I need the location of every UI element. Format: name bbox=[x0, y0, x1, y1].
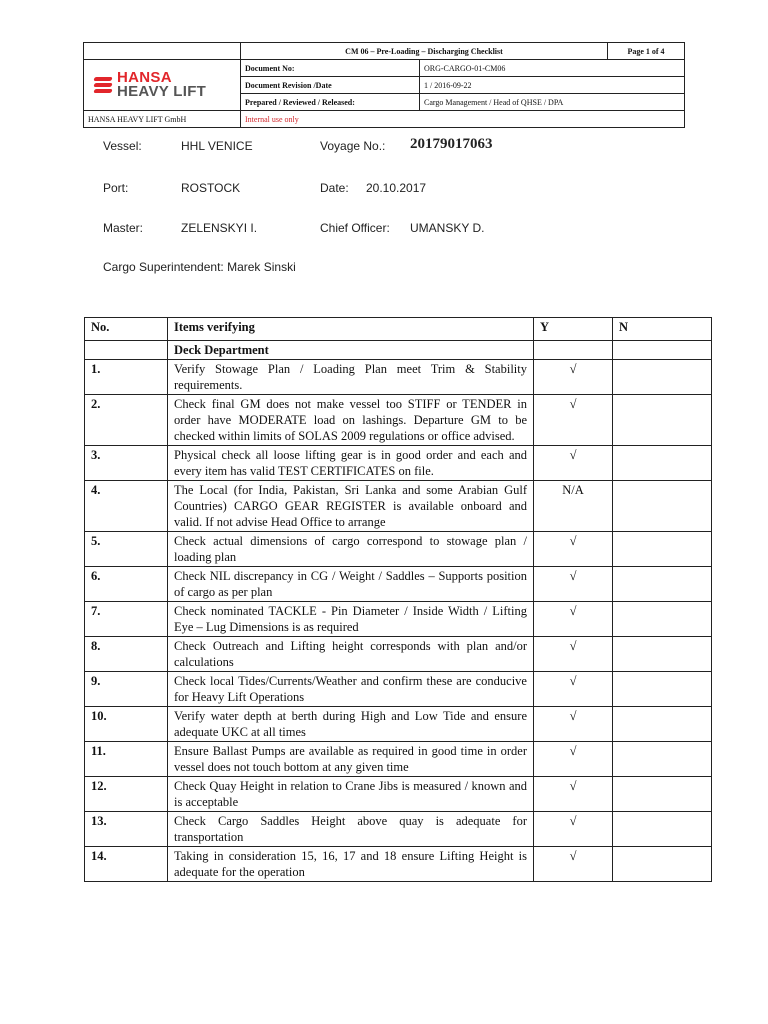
row-number: 10. bbox=[85, 707, 168, 742]
vessel-label: Vessel: bbox=[103, 139, 142, 153]
prepared-value: Cargo Management / Head of QHSE / DPA bbox=[420, 94, 685, 111]
row-y-mark: √ bbox=[534, 567, 613, 602]
document-title: CM 06 – Pre-Loading – Discharging Checklist bbox=[241, 43, 608, 60]
row-item-text: Check nominated TACKLE - Pin Diameter / Inside Width / Lifting Eye – Lug Dimensions is as required bbox=[168, 602, 534, 637]
row-number: 5. bbox=[85, 532, 168, 567]
chief-officer-label: Chief Officer: bbox=[320, 221, 390, 235]
cargo-superintendent: Cargo Superintendent: Marek Sinski bbox=[103, 260, 296, 274]
row-number: 13. bbox=[85, 812, 168, 847]
row-y-mark: √ bbox=[534, 637, 613, 672]
logo-line-2: HEAVY LIFT bbox=[117, 83, 207, 100]
table-row bbox=[85, 847, 712, 882]
date-value: 20.10.2017 bbox=[366, 181, 427, 195]
row-item-text: Check final GM does not make vessel too STIFF or TENDER in order have MODERATE load on lashings. Departure GM to be checked within limits of SOLAS 2009 regulations or office advised. bbox=[168, 395, 534, 446]
row-y-mark: √ bbox=[534, 812, 613, 847]
row-number: 6. bbox=[85, 567, 168, 602]
row-number: 2. bbox=[85, 395, 168, 446]
row-n-mark bbox=[613, 360, 712, 395]
revision-label: Document Revision /Date bbox=[241, 77, 420, 94]
row-n-mark bbox=[613, 395, 712, 446]
table-row bbox=[85, 812, 712, 847]
row-y-mark: √ bbox=[534, 777, 613, 812]
table-row bbox=[85, 567, 712, 602]
row-y-mark: √ bbox=[534, 360, 613, 395]
row-item-text: Verify water depth at berth during High and Low Tide and ensure adequate UKC at all times bbox=[168, 707, 534, 742]
row-n-mark bbox=[613, 637, 712, 672]
col-header-n: N bbox=[613, 318, 712, 341]
row-number: 1. bbox=[85, 360, 168, 395]
company-name: HANSA HEAVY LIFT GmbH bbox=[84, 111, 241, 128]
table-row bbox=[85, 446, 712, 481]
row-item-text: Check Cargo Saddles Height above quay is adequate for transportation bbox=[168, 812, 534, 847]
date-label: Date: bbox=[320, 181, 349, 195]
row-item-text: Check NIL discrepancy in CG / Weight / Saddles – Supports position of cargo as per plan bbox=[168, 567, 534, 602]
row-y-mark: √ bbox=[534, 395, 613, 446]
row-y-mark: √ bbox=[534, 847, 613, 882]
table-row bbox=[85, 532, 712, 567]
doc-no-label: Document No: bbox=[241, 60, 420, 77]
row-number: 11. bbox=[85, 742, 168, 777]
row-item-text: Check Outreach and Lifting height corresponds with plan and/or calculations bbox=[168, 637, 534, 672]
page-number: Page 1 of 4 bbox=[608, 43, 685, 60]
doc-no-value: ORG-CARGO-01-CM06 bbox=[420, 60, 685, 77]
row-n-mark bbox=[613, 602, 712, 637]
row-y-mark: √ bbox=[534, 742, 613, 777]
row-item-text: Check Quay Height in relation to Crane Jibs is measured / known and is acceptable bbox=[168, 777, 534, 812]
checklist-table bbox=[84, 317, 712, 882]
row-number: 14. bbox=[85, 847, 168, 882]
port-label: Port: bbox=[103, 181, 129, 195]
table-row bbox=[85, 395, 712, 446]
master-value: ZELENSKYI I. bbox=[181, 221, 258, 235]
row-n-mark bbox=[613, 847, 712, 882]
row-n-mark bbox=[613, 777, 712, 812]
section-title: Deck Department bbox=[168, 341, 534, 360]
section-row bbox=[85, 341, 712, 360]
row-number: 12. bbox=[85, 777, 168, 812]
prepared-label: Prepared / Reviewed / Released: bbox=[241, 94, 420, 111]
row-number: 3. bbox=[85, 446, 168, 481]
table-row bbox=[85, 707, 712, 742]
table-row bbox=[85, 360, 712, 395]
chief-officer-value: UMANSKY D. bbox=[410, 221, 485, 235]
row-n-mark bbox=[613, 532, 712, 567]
row-item-text: Check local Tides/Currents/Weather and confirm these are conducive for Heavy Lift Operations bbox=[168, 672, 534, 707]
row-n-mark bbox=[613, 812, 712, 847]
logo-mark-icon bbox=[94, 77, 112, 93]
col-header-no: No. bbox=[85, 318, 168, 341]
table-row bbox=[85, 637, 712, 672]
row-item-text: Ensure Ballast Pumps are available as required in good time in order vessel does not touch bottom at any given time bbox=[168, 742, 534, 777]
table-row bbox=[85, 742, 712, 777]
internal-use-notice: Internal use only bbox=[241, 111, 685, 128]
row-y-mark: N/A bbox=[534, 481, 613, 532]
row-item-text: Verify Stowage Plan / Loading Plan meet Trim & Stability requirements. bbox=[168, 360, 534, 395]
row-item-text: Check actual dimensions of cargo correspond to stowage plan / loading plan bbox=[168, 532, 534, 567]
row-n-mark bbox=[613, 707, 712, 742]
port-value: ROSTOCK bbox=[181, 181, 241, 195]
table-header-row bbox=[85, 318, 712, 341]
logo-cell bbox=[84, 60, 241, 111]
document-header bbox=[83, 42, 685, 128]
col-header-y: Y bbox=[534, 318, 613, 341]
row-item-text: Physical check all loose lifting gear is in good order and each and every item has valid TEST CERTIFICATES on file. bbox=[168, 446, 534, 481]
row-n-mark bbox=[613, 672, 712, 707]
voyage-value: 20179017063 bbox=[410, 136, 493, 152]
row-number: 7. bbox=[85, 602, 168, 637]
row-item-text: Taking in consideration 15, 16, 17 and 18 ensure Lifting Height is adequate for the operation bbox=[168, 847, 534, 882]
row-n-mark bbox=[613, 567, 712, 602]
row-number: 9. bbox=[85, 672, 168, 707]
row-y-mark: √ bbox=[534, 446, 613, 481]
logo-line-1: HANSA bbox=[117, 69, 172, 86]
revision-value: 1 / 2016-09-22 bbox=[420, 77, 685, 94]
row-number: 8. bbox=[85, 637, 168, 672]
company-logo bbox=[84, 71, 240, 99]
col-header-items: Items verifying bbox=[168, 318, 534, 341]
voyage-label: Voyage No.: bbox=[320, 139, 386, 153]
row-y-mark: √ bbox=[534, 602, 613, 637]
row-y-mark: √ bbox=[534, 672, 613, 707]
row-n-mark bbox=[613, 481, 712, 532]
table-row bbox=[85, 777, 712, 812]
vessel-value: HHL VENICE bbox=[181, 139, 253, 153]
table-row bbox=[85, 602, 712, 637]
row-y-mark: √ bbox=[534, 532, 613, 567]
row-n-mark bbox=[613, 742, 712, 777]
row-number: 4. bbox=[85, 481, 168, 532]
table-row bbox=[85, 672, 712, 707]
master-label: Master: bbox=[103, 221, 144, 235]
row-y-mark: √ bbox=[534, 707, 613, 742]
row-n-mark bbox=[613, 446, 712, 481]
table-row bbox=[85, 481, 712, 532]
row-item-text: The Local (for India, Pakistan, Sri Lanka and some Arabian Gulf Countries) CARGO GEAR REGISTER is available onboard and valid. If not advise Head Office to arrange bbox=[168, 481, 534, 532]
